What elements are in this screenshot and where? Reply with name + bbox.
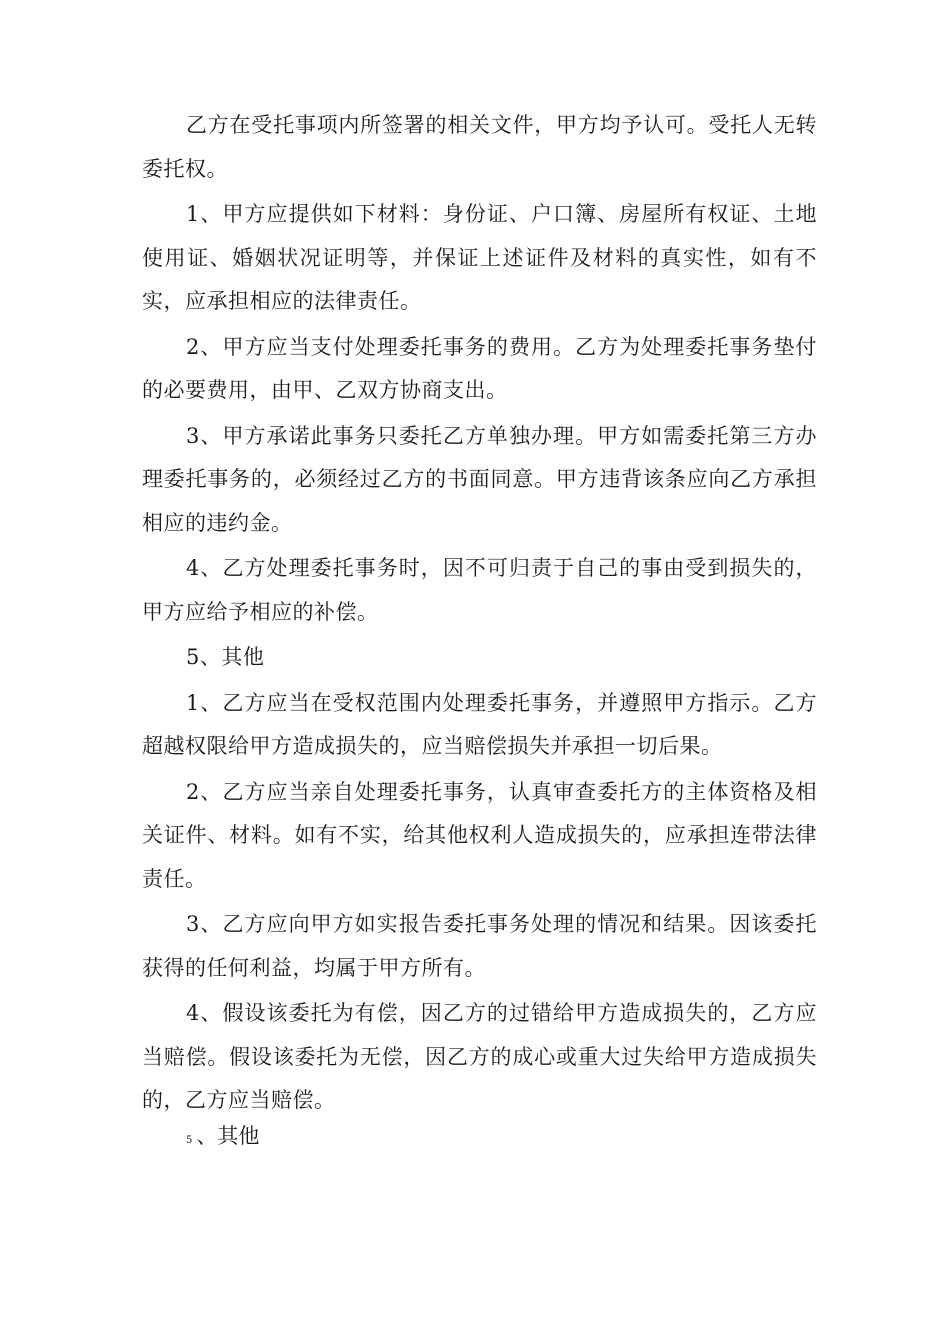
paragraph: 5、其他 [186,645,265,669]
last-list-item [186,1118,259,1159]
paragraph: 1、乙方应当在受权范围内处理委托事务，并遵照甲方指示。乙方超越权限给甲方造成损失的，应当赔偿损失并承担一切后果。 [142,690,817,758]
paragraph: 4、乙方处理委托事务时，因不可归责于自己的事由受到损失的，甲方应给予相应的补偿。 [142,556,817,624]
document-body [142,104,817,1123]
paragraph: 2、乙方应当亲自处理委托事务，认真审查委托方的主体资格及相关证件、材料。如有不实，给其他权利人造成损失的，应承担连带法律责任。 [142,779,817,891]
paragraph: 2、甲方应当支付处理委托事务的费用。乙方为处理委托事务垫付的必要费用，由甲、乙双方协商支出。 [142,334,817,402]
paragraph: 乙方在受托事项内所签署的相关文件，甲方均予认可。受托人无转委托权。 [142,113,817,181]
paragraph: 4、假设该委托为有偿，因乙方的过错给甲方造成损失的，乙方应当赔偿。假设该委托为无偿，因乙方的成心或重大过失给甲方造成损失的，乙方应当赔偿。 [142,1001,817,1112]
last-item-number: 5 [186,1135,193,1146]
paragraph: 3、乙方应向甲方如实报告委托事务处理的情况和结果。因该委托获得的任何利益，均属于甲方所有。 [142,912,817,980]
last-item-text: 、其他 [196,1124,260,1148]
paragraph: 1、甲方应提供如下材料：身份证、户口簿、房屋所有权证、土地使用证、婚姻状况证明等，并保证上述证件及材料的真实性，如有不实，应承担相应的法律责任。 [142,202,817,313]
paragraph: 3、甲方承诺此事务只委托乙方单独办理。甲方如需委托第三方办理委托事务的，必须经过乙方的书面同意。甲方违背该条应向乙方承担相应的违约金。 [142,423,817,535]
